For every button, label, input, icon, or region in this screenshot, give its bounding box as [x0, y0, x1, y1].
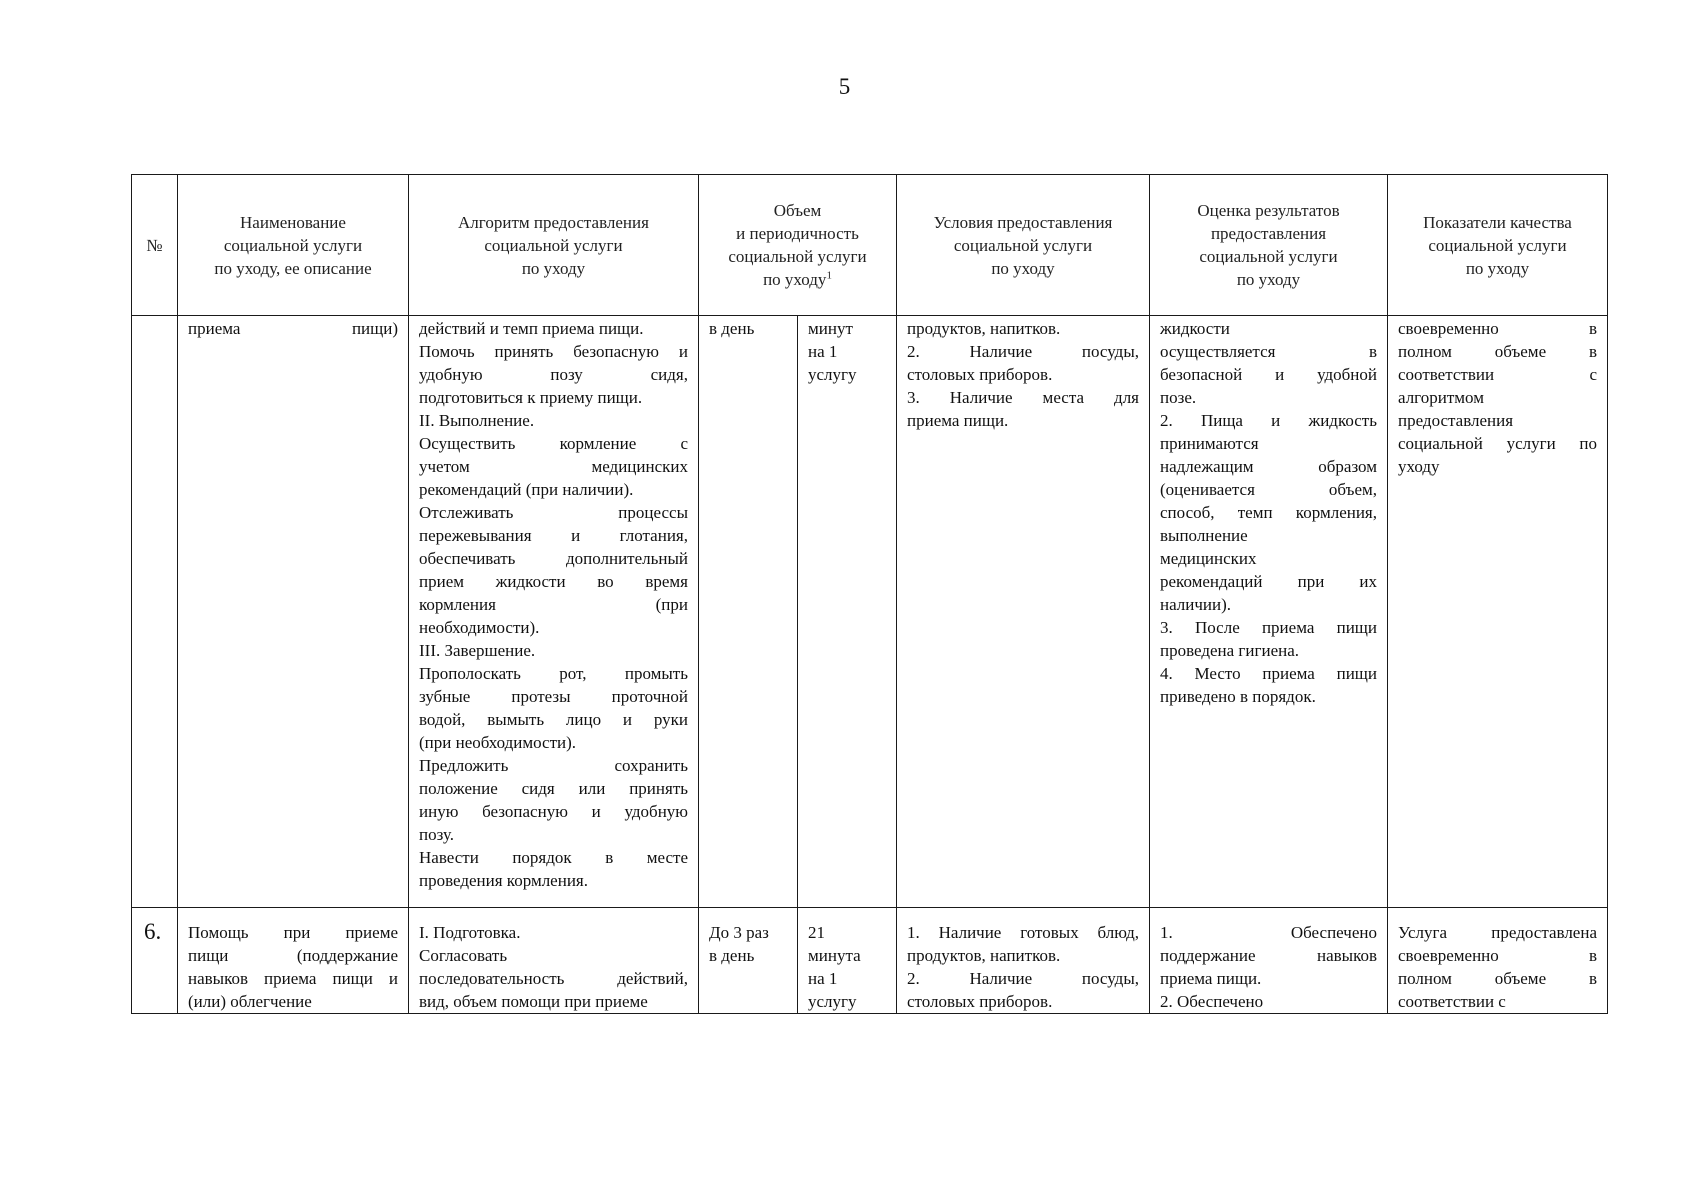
text-line: (при необходимости).: [419, 733, 577, 752]
text-line: наличии).: [1160, 595, 1232, 614]
cell-quality: [1388, 316, 1608, 908]
text-line: Осуществить кормление с: [419, 434, 688, 453]
cell-evaluation: [1150, 316, 1388, 908]
cell-conditions: [897, 316, 1150, 908]
text-line: медицинских: [1160, 549, 1257, 568]
text-line: столовых приборов.: [907, 365, 1053, 384]
text-line: позу.: [419, 825, 455, 844]
text-line: в день: [709, 319, 755, 338]
text-line: 4. Место приема пищи: [1160, 664, 1377, 683]
cell-number: 6.: [132, 908, 178, 1014]
header-algorithm: Алгоритм предоставления социальной услуги по уходу: [409, 175, 699, 316]
header-name: Наименование социальной услуги по уходу, ее описание: [178, 175, 409, 316]
text-line: проведения кормления.: [419, 871, 588, 890]
cell-duration: [798, 908, 897, 1014]
header-quality: Показатели качества социальной услуги по уходу: [1388, 175, 1608, 316]
text-line: Навести порядок в месте: [419, 848, 688, 867]
text-line: вид, объем помощи при приеме: [419, 992, 648, 1011]
table-row-continuation: [132, 316, 1608, 908]
text-line: на 1: [808, 342, 838, 361]
text-line: положение сидя или принять: [419, 779, 688, 798]
text-line: способ, темп кормления,: [1160, 503, 1377, 522]
text-line: 1. Наличие готовых блюд,: [907, 923, 1139, 942]
header-number: №: [132, 175, 178, 316]
cell-evaluation: [1150, 908, 1388, 1014]
text-line: выполнение: [1160, 526, 1248, 545]
text-line: обеспечивать дополнительный: [419, 549, 688, 568]
header-volume: Объем и периодичность социальной услуги по уходу$^1$: [699, 175, 897, 316]
text-line: 1. Обеспечено: [1160, 923, 1377, 942]
header-conditions: Условия предоставления социальной услуги по уходу: [897, 175, 1150, 316]
text-line: жидкости: [1160, 319, 1230, 338]
text-line: Помощь при приеме: [188, 923, 398, 942]
text-line: принимаются: [1160, 434, 1259, 453]
cell-algorithm: [409, 908, 699, 1014]
text-line: приема пищи.: [907, 411, 1009, 430]
text-line: действий и темп приема пищи.: [419, 319, 644, 338]
text-line: полном объеме в: [1398, 342, 1597, 361]
cell-duration: [798, 316, 897, 908]
text-line: уходу: [1398, 457, 1440, 476]
text-line: I. Подготовка.: [419, 923, 521, 942]
text-line: Помочь принять безопасную и: [419, 342, 688, 361]
footnote-marker: 1: [826, 269, 832, 282]
text-line: поддержание навыков: [1160, 946, 1377, 965]
text-line: пищи (поддержание: [188, 946, 398, 965]
text-line: пережевывания и глотания,: [419, 526, 688, 545]
text-line: алгоритмом: [1398, 388, 1484, 407]
services-table: [131, 174, 1608, 1014]
text-line: 2. Наличие посуды,: [907, 969, 1139, 988]
text-line: учетом медицинских: [419, 457, 688, 476]
header-evaluation: Оценка результатов предоставления социальной услуги по уходу: [1150, 175, 1388, 316]
text-line: Согласовать: [419, 946, 508, 965]
cell-name: [178, 908, 409, 1014]
text-line: До 3 раз: [709, 923, 769, 942]
text-line: продуктов, напитков.: [907, 319, 1061, 338]
text-line: навыков приема пищи и: [188, 969, 398, 988]
text-line: столовых приборов.: [907, 992, 1053, 1011]
text-line: соответствии с: [1398, 365, 1597, 384]
text-line: своевременно в: [1398, 319, 1597, 338]
text-line: водой, вымыть лицо и руки: [419, 710, 688, 729]
text-line: продуктов, напитков.: [907, 946, 1061, 965]
text-line: последовательность действий,: [419, 969, 688, 988]
text-line: своевременно в: [1398, 946, 1597, 965]
cell-algorithm: [409, 316, 699, 908]
text-line: рекомендаций при их: [1160, 572, 1377, 591]
text-line: II. Выполнение.: [419, 411, 535, 430]
text-line: прием жидкости во время: [419, 572, 688, 591]
text-line: полном объеме в: [1398, 969, 1597, 988]
text-line: приема пищи): [188, 319, 398, 338]
text-line: надлежащим образом: [1160, 457, 1377, 476]
cell-frequency: [699, 316, 798, 908]
text-line: минута: [808, 946, 861, 965]
text-line: иную безопасную и удобную: [419, 802, 688, 821]
text-line: приведено в порядок.: [1160, 687, 1316, 706]
text-line: 2. Пища и жидкость: [1160, 411, 1377, 430]
table-row-6: [132, 908, 1608, 1014]
text-line: III. Завершение.: [419, 641, 536, 660]
text-line: на 1: [808, 969, 838, 988]
page-number: 5: [838, 74, 851, 99]
text-line: 3. Наличие места для: [907, 388, 1139, 407]
text-line: подготовиться к приему пищи.: [419, 388, 643, 407]
text-line: Прополоскать рот, промыть: [419, 664, 688, 683]
header-row: [132, 175, 1608, 316]
text-line: 3. После приема пищи: [1160, 618, 1377, 637]
text-line: социальной услуги по: [1398, 434, 1597, 453]
text-line: рекомендаций (при наличии).: [419, 480, 634, 499]
text-line: Услуга предоставлена: [1398, 923, 1597, 942]
text-line: зубные протезы проточной: [419, 687, 688, 706]
cell-conditions: [897, 908, 1150, 1014]
text-line: 2. Наличие посуды,: [907, 342, 1139, 361]
text-line: позе.: [1160, 388, 1197, 407]
cell-number: [132, 316, 178, 908]
text-line: (или) облегчение: [188, 992, 312, 1011]
text-line: услугу: [808, 365, 857, 384]
text-line: проведена гигиена.: [1160, 641, 1300, 660]
text-line: кормления (при: [419, 595, 688, 614]
text-line: 21: [808, 923, 825, 942]
text-line: 2. Обеспечено: [1160, 992, 1264, 1011]
cell-name: [178, 316, 409, 908]
text-line: удобную позу сидя,: [419, 365, 688, 384]
text-line: услугу: [808, 992, 857, 1011]
text-line: осуществляется в: [1160, 342, 1377, 361]
text-line: минут: [808, 319, 853, 338]
text-line: соответствии с: [1398, 992, 1506, 1011]
text-line: Предложить сохранить: [419, 756, 688, 775]
text-line: предоставления: [1398, 411, 1514, 430]
cell-quality: [1388, 908, 1608, 1014]
text-line: приема пищи.: [1160, 969, 1262, 988]
text-line: необходимости).: [419, 618, 540, 637]
cell-frequency: [699, 908, 798, 1014]
text-line: (оценивается объем,: [1160, 480, 1377, 499]
text-line: Отслеживать процессы: [419, 503, 688, 522]
text-line: в день: [709, 946, 755, 965]
text-line: безопасной и удобной: [1160, 365, 1377, 384]
